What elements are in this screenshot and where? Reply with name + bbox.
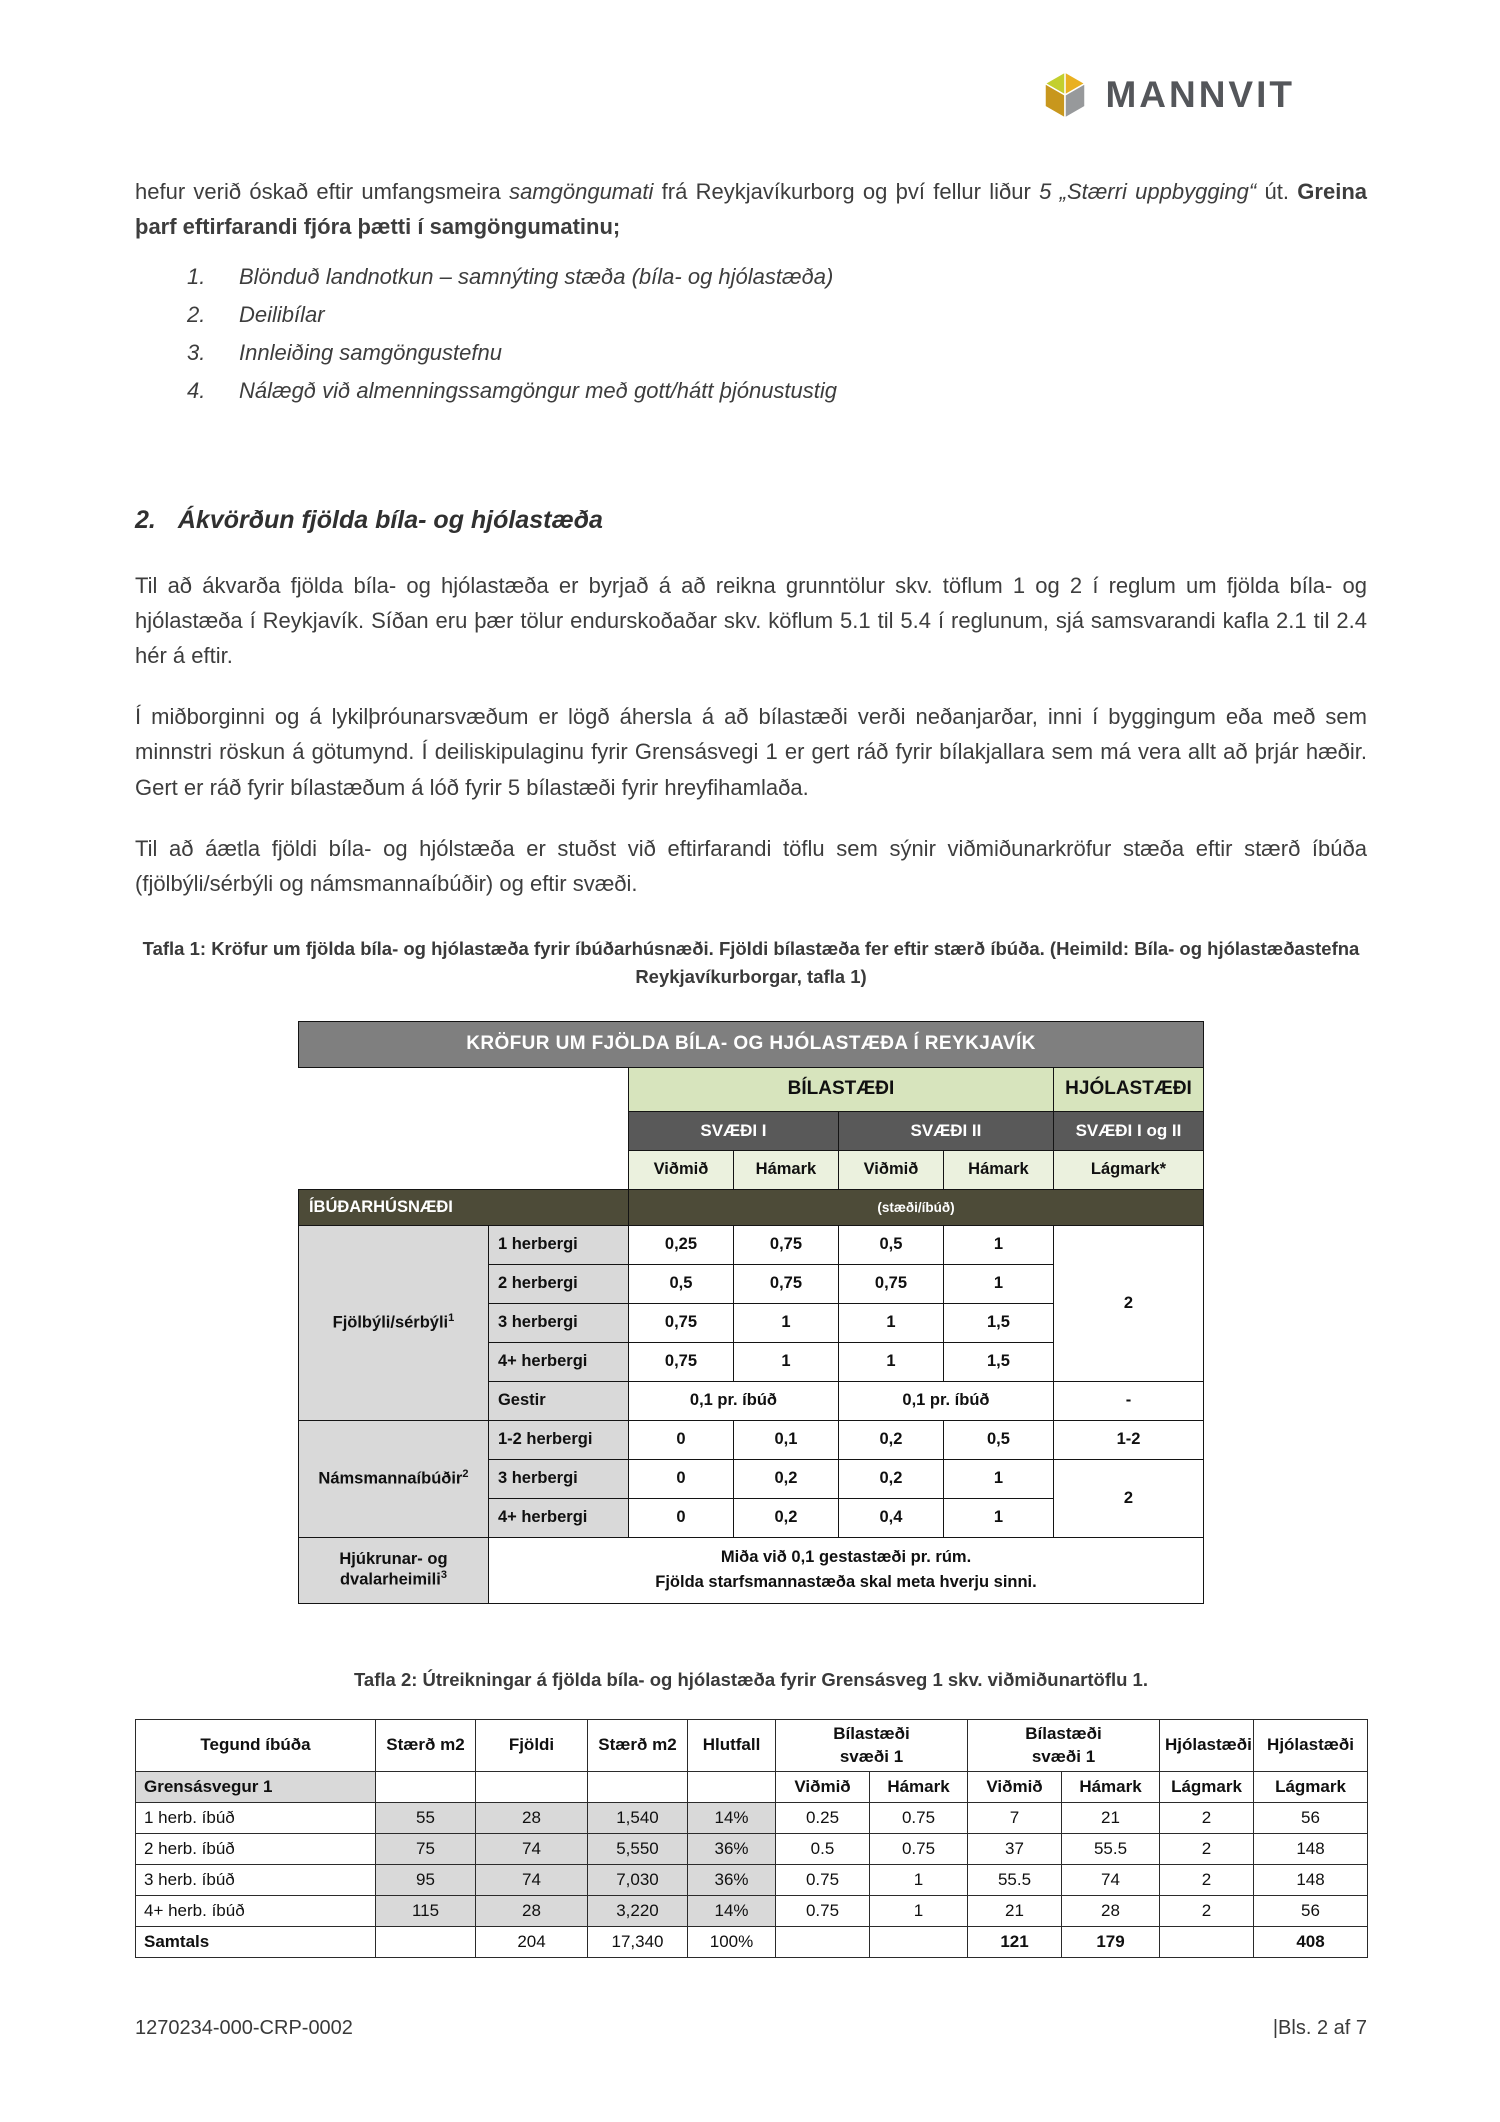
t1-category-hjukrunar (298, 1537, 488, 1603)
group-label-line: svæði 1 (1031, 1746, 1096, 1766)
list-item (187, 296, 1367, 334)
list-item-number: 2. (187, 302, 206, 328)
intro-text: hefur verið óskað eftir umfangsmeira (135, 179, 510, 204)
t2-group-bilastaedi-2 (968, 1720, 1160, 1771)
mannvit-logo-icon (1039, 70, 1091, 120)
t1-row-label: 3 herbergi (488, 1459, 628, 1498)
list-item (187, 372, 1367, 410)
t2-sub-hamark-2: Hámark (1062, 1771, 1160, 1802)
t2-cell: 28 (476, 1802, 588, 1833)
t1-note-line: Miða við 0,1 gestastæði pr. rúm. (720, 1548, 972, 1567)
t1-cell: 1 (838, 1303, 943, 1342)
t2-cell: 0.75 (870, 1833, 968, 1864)
t1-cell: 0,2 (733, 1459, 838, 1498)
t1-cell: 1 (733, 1303, 838, 1342)
t2-col-hlutfall: Hlutfall (688, 1720, 776, 1771)
t2-total-row (136, 1926, 1368, 1957)
table1-caption: Tafla 1: Kröfur um fjölda bíla- og hjólastæða fyrir íbúðarhúsnæði. Fjöldi bílastæða fer eftir stærð íbúða. (Heimild: Bíla- og hjólastæðastefna Reykjavíkurborgar, tafla 1) (142, 938, 1360, 987)
t2-sub-hamark-1: Hámark (870, 1771, 968, 1802)
t2-cell: 14% (688, 1895, 776, 1926)
t1-cell: 0,75 (628, 1303, 733, 1342)
t1-cell-hjol: 2 (1053, 1459, 1203, 1537)
t1-group-bilastaedi: BÍLASTÆÐI (628, 1067, 1053, 1111)
t1-col-vidmid-1: Viðmið (628, 1150, 733, 1189)
t2-cell: 55.5 (1062, 1833, 1160, 1864)
t1-cell: 0 (628, 1498, 733, 1537)
table-row (298, 1420, 1203, 1459)
t1-cell: 0,75 (628, 1342, 733, 1381)
t2-empty-cell (376, 1926, 476, 1957)
t2-row-label: 1 herb. íbúð (136, 1802, 376, 1833)
t1-cell: 1 (733, 1342, 838, 1381)
list-item-text: Innleiðing samgöngustefnu (239, 340, 502, 366)
intro-text: frá Reykjavíkurborg og því fellur liður (653, 179, 1040, 204)
t2-cell: 17,340 (588, 1926, 688, 1957)
table-row (136, 1833, 1368, 1864)
list-item (187, 258, 1367, 296)
t2-empty-cell (588, 1771, 688, 1802)
t1-category-fjolbyli (298, 1225, 488, 1420)
t2-cell: 55.5 (968, 1864, 1062, 1895)
section-heading (135, 500, 1367, 540)
list-item-number: 1. (187, 264, 206, 290)
t2-col-tegund: Tegund íbúða (136, 1720, 376, 1771)
intro-text-italic: 5 „Stærri uppbygging“ (1039, 179, 1257, 204)
t2-cell: 7 (968, 1802, 1062, 1833)
t1-section-label: ÍBÚÐARHÚSNÆÐI (298, 1189, 628, 1225)
list-item-text: Nálægð við almenningssamgöngur með gott/hátt þjónustustig (239, 377, 838, 403)
t1-zone-1: SVÆÐI I (628, 1111, 838, 1150)
list-item-text: Blönduð landnotkun – samnýting stæða (bíla- og hjólastæða) (239, 264, 834, 290)
table-row (136, 1895, 1368, 1926)
list-item-number: 4. (187, 377, 206, 403)
t2-cell: 0.75 (870, 1802, 968, 1833)
t1-section-unit: (stæði/íbúð) (628, 1189, 1203, 1225)
t1-cell: 0 (628, 1459, 733, 1498)
t2-col-fjoldi: Fjöldi (476, 1720, 588, 1771)
t2-cell: 408 (1254, 1926, 1368, 1957)
t1-cell: 1,5 (943, 1342, 1053, 1381)
section-title: Ákvörðun fjölda bíla- og hjólastæða (177, 505, 603, 534)
mannvit-logo (1039, 70, 1295, 120)
t1-zone-1-2: SVÆÐI I og II (1053, 1111, 1203, 1150)
t1-row-label: 4+ herbergi (488, 1498, 628, 1537)
t1-cell: 0,75 (733, 1225, 838, 1264)
t2-cell: 21 (1062, 1802, 1160, 1833)
t2-cell: 0.75 (776, 1895, 870, 1926)
t1-category-namsmanna (298, 1420, 488, 1537)
t2-sub-vidmid-2: Viðmið (968, 1771, 1062, 1802)
t2-cell: 0.5 (776, 1833, 870, 1864)
t1-spacer-cell (298, 1111, 628, 1150)
group-label-line: Bílastæði (833, 1724, 910, 1744)
t2-cell: 115 (376, 1895, 476, 1926)
t2-cell: 204 (476, 1926, 588, 1957)
t2-sub-vidmid-1: Viðmið (776, 1771, 870, 1802)
t1-cell: 1 (838, 1342, 943, 1381)
t1-cell: 0,1 (733, 1420, 838, 1459)
section-number: 2. (135, 505, 156, 534)
t1-row-label: 1 herbergi (488, 1225, 628, 1264)
t1-cell-hjol: - (1053, 1381, 1203, 1420)
t2-cell: 2 (1160, 1895, 1254, 1926)
section-paragraph-2: Í miðborginni og á lykilþróunarsvæðum er lögð áhersla á að bílastæði verði neðanjarðar, inni í byggingum eða með sem minnstri röskun á götumynd. Í deiliskipulaginu fyrir Grensásvegi 1 er gert ráð fyrir bílakjallara sem má vera allt að þrjár hæðir. Gert er ráð fyrir bílastæðum á lóð fyrir 5 bílastæði fyrir hreyfihamlaða. (135, 704, 1367, 800)
t1-cell: 0,25 (628, 1225, 733, 1264)
t2-cell: 55 (376, 1802, 476, 1833)
t2-total-label: Samtals (136, 1926, 376, 1957)
t2-col-staerd-2: Stærð m2 (588, 1720, 688, 1771)
t2-cell: 14% (688, 1802, 776, 1833)
t1-cell: 1 (943, 1264, 1053, 1303)
t2-cell: 179 (1062, 1926, 1160, 1957)
t2-row-label: 2 herb. íbúð (136, 1833, 376, 1864)
t1-cell: 0 (628, 1420, 733, 1459)
intro-paragraph (135, 174, 1367, 244)
t2-cell: 95 (376, 1864, 476, 1895)
t2-cell: 5,550 (588, 1833, 688, 1864)
t1-row-label: 1-2 herbergi (488, 1420, 628, 1459)
t2-cell: 21 (968, 1895, 1062, 1926)
t1-note-cell (488, 1537, 1203, 1603)
t1-col-vidmid-2: Viðmið (838, 1150, 943, 1189)
t2-header-row-1 (136, 1720, 1368, 1771)
group-label-line: svæði 1 (839, 1746, 904, 1766)
t2-cell: 36% (688, 1864, 776, 1895)
t2-cell: 56 (1254, 1802, 1368, 1833)
list-item (187, 334, 1367, 372)
t1-cell-hjol: 1-2 (1053, 1420, 1203, 1459)
t2-cell: 28 (1062, 1895, 1160, 1926)
header (135, 70, 1367, 120)
table-row (298, 1537, 1203, 1603)
t2-row-label: 4+ herb. íbúð (136, 1895, 376, 1926)
t2-empty-cell (688, 1771, 776, 1802)
t2-cell: 74 (1062, 1864, 1160, 1895)
t2-sub-lagmark-2: Lágmark (1254, 1771, 1368, 1802)
t2-empty-cell (476, 1771, 588, 1802)
mannvit-wordmark: MANNVIT (1105, 74, 1295, 115)
t2-cell: 36% (688, 1833, 776, 1864)
t2-col-hjolastaedi-1: Hjólastæði (1160, 1720, 1254, 1771)
t1-col-hamark-1: Hámark (733, 1150, 838, 1189)
t2-cell: 37 (968, 1833, 1062, 1864)
category-label: Fjölbýli/sérbýli (332, 1313, 449, 1332)
t2-empty-cell (376, 1771, 476, 1802)
t2-cell: 1 (870, 1864, 968, 1895)
t1-cell: 0,2 (838, 1420, 943, 1459)
footnote-ref: 2 (462, 1468, 469, 1481)
t2-empty-cell (776, 1926, 870, 1957)
t1-cell: 0,5 (628, 1264, 733, 1303)
numbered-list (187, 258, 1367, 409)
t2-cell: 1 (870, 1895, 968, 1926)
t1-spacer-cell (298, 1150, 628, 1189)
category-label: Hjúkrunar- og (339, 1550, 448, 1569)
t2-cell: 100% (688, 1926, 776, 1957)
t2-cell: 7,030 (588, 1864, 688, 1895)
category-label: dvalarheimili (339, 1570, 441, 1589)
t1-cell: 0,1 pr. íbúð (628, 1381, 838, 1420)
t1-row-label: Gestir (488, 1381, 628, 1420)
t2-cell: 75 (376, 1833, 476, 1864)
intro-text: út. (1256, 179, 1298, 204)
t1-group-row (298, 1067, 1203, 1111)
t1-row-label: 3 herbergi (488, 1303, 628, 1342)
t2-row-label: 3 herb. íbúð (136, 1864, 376, 1895)
t1-cell: 1 (943, 1225, 1053, 1264)
t2-cell: 0.25 (776, 1802, 870, 1833)
t2-cell: 28 (476, 1895, 588, 1926)
t1-cell: 0,75 (733, 1264, 838, 1303)
t1-row-label: 4+ herbergi (488, 1342, 628, 1381)
t2-col-staerd-1: Stærð m2 (376, 1720, 476, 1771)
t2-cell: 2 (1160, 1864, 1254, 1895)
t1-group-hjolastaedi: HJÓLASTÆÐI (1053, 1067, 1203, 1111)
t2-cell: 148 (1254, 1864, 1368, 1895)
calculations-table (135, 1719, 1368, 1957)
section-paragraph-1: Til að ákvarða fjölda bíla- og hjólastæða er byrjað á að reikna grunntölur skv. töflum 1 og 2 í reglum um fjölda bíla- og hjólastæða í Reykjavík. Síðan eru þær tölur endurskoðaðar skv. köflum 5.1 til 5.4 í reglunum, sjá samsvarandi kafla 2.1 til 2.4 hér á eftir. (135, 572, 1367, 669)
t1-cell: 1 (943, 1459, 1053, 1498)
list-item-text: Deilibílar (239, 302, 325, 328)
t1-cell: 0,2 (733, 1498, 838, 1537)
t1-section-row (298, 1189, 1203, 1225)
list-item-number: 3. (187, 340, 206, 366)
t2-col-hjolastaedi-2: Hjólastæði (1254, 1720, 1368, 1771)
t1-cell: 0,5 (943, 1420, 1053, 1459)
table-row (298, 1225, 1203, 1264)
t1-cell-hjol: 2 (1053, 1225, 1203, 1381)
category-label: Námsmannaíbúðir (318, 1469, 463, 1488)
t1-cell: 1 (943, 1498, 1053, 1537)
t1-cell: 0,5 (838, 1225, 943, 1264)
t2-cell: 148 (1254, 1833, 1368, 1864)
t2-empty-cell (1160, 1926, 1254, 1957)
t1-cell: 0,75 (838, 1264, 943, 1303)
t2-cell: 2 (1160, 1833, 1254, 1864)
t1-note-line: Fjölda starfsmannastæða skal meta hverju sinni. (655, 1573, 1037, 1592)
requirements-table (298, 1021, 1204, 1604)
t2-cell: 3,220 (588, 1895, 688, 1926)
t1-col-lagmark: Lágmark* (1053, 1150, 1203, 1189)
t1-title-row (298, 1021, 1203, 1067)
t1-subheader-row (298, 1150, 1203, 1189)
t2-group-bilastaedi-1 (776, 1720, 968, 1771)
table2-caption: Tafla 2: Útreikningar á fjölda bíla- og hjólastæða fyrir Grensásveg 1 skv. viðmiðunartöflu 1. (354, 1668, 1148, 1690)
intro-text-bold: Greina þarf eftirfarandi fjóra þætti í samgöngumatinu; (135, 179, 1367, 240)
t2-cell: 74 (476, 1833, 588, 1864)
t2-cell: 1,540 (588, 1802, 688, 1833)
footer-doc-number: 1270234-000-CRP-0002 (135, 2017, 353, 2039)
t1-spacer-cell (298, 1067, 628, 1111)
group-label-line: Bílastæði (1025, 1724, 1102, 1744)
t1-row-label: 2 herbergi (488, 1264, 628, 1303)
t1-cell: 0,2 (838, 1459, 943, 1498)
footnote-ref: 1 (448, 1312, 455, 1325)
t1-col-hamark-2: Hámark (943, 1150, 1053, 1189)
footer-page-number: |Bls. 2 af 7 (1272, 2017, 1367, 2039)
t1-zone-2: SVÆÐI II (838, 1111, 1053, 1150)
intro-text-italic: samgöngumati (509, 179, 654, 204)
t2-cell: 74 (476, 1864, 588, 1895)
t1-cell: 1,5 (943, 1303, 1053, 1342)
t1-title: KRÖFUR UM FJÖLDA BÍLA- OG HJÓLASTÆÐA Í REYKJAVÍK (298, 1021, 1203, 1067)
page-footer (135, 2017, 1367, 2040)
footnote-ref: 3 (440, 1569, 447, 1582)
t2-header-row-2 (136, 1771, 1368, 1802)
table-row (136, 1802, 1368, 1833)
t2-cell: 121 (968, 1926, 1062, 1957)
t2-location: Grensásvegur 1 (136, 1771, 376, 1802)
t1-cell: 0,1 pr. íbúð (838, 1381, 1053, 1420)
t2-empty-cell (870, 1926, 968, 1957)
t2-cell: 0.75 (776, 1864, 870, 1895)
t1-cell: 0,4 (838, 1498, 943, 1537)
table-row (136, 1864, 1368, 1895)
t2-cell: 2 (1160, 1802, 1254, 1833)
t1-zone-row (298, 1111, 1203, 1150)
t2-cell: 56 (1254, 1895, 1368, 1926)
t2-sub-lagmark-1: Lágmark (1160, 1771, 1254, 1802)
section-paragraph-3: Til að áætla fjöldi bíla- og hjólstæða er stuðst við eftirfarandi töflu sem sýnir viðmiðunarkröfur stæða eftir stærð íbúða (fjölbýli/sérbýli og námsmannaíbúðir) og eftir svæði. (135, 835, 1367, 896)
